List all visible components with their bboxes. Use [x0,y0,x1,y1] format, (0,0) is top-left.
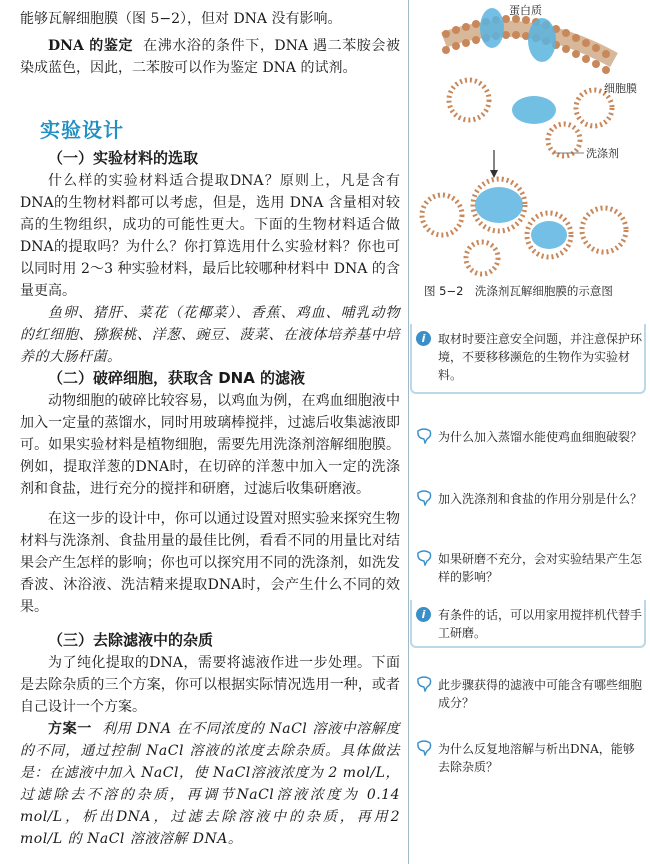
info-icon: i [416,331,431,346]
note-text: 为什么加入蒸馏水能使鸡血细胞破裂？ [438,430,643,444]
materials-list: 鱼卵、猪肝、菜花（花椰菜）、香蕉、鸡血、哺乳动物的红细胞、猕猴桃、洋葱、豌豆、菠菜、在液体培养基中培养的大肠杆菌。 [20,305,400,365]
note-question [414,490,642,508]
question-icon [416,428,432,444]
part1-title: （一）实验材料的选取 [48,149,199,167]
note-text: 取材时要注意安全问题，并注意保护环境，不要移移濒危的生物作为实验材料。 [438,332,643,382]
plan1-text: 利用 DNA 在不同浓度的 NaCl 溶液中溶解度的不同，通过控制 NaCl 溶液的浓度去除杂质。具体做法是：在滤液中加入 NaCl，使 NaCl溶液浓度为 2 mol/L，过滤除去不溶的杂质，再调节NaCl溶液浓度为 0.14 mol/L，析出DNA，过滤去除溶液中的杂质，再用2 mol/L 的 NaCl 溶液溶解 DNA。 [20,721,401,847]
part3-para1: 为了纯化提取的DNA，需要将滤液作进一步处理。下面是去除杂质的三个方案，你可以根据实际情况选用一种，或者自己设计一个方案。 [20,655,400,715]
note-text: 为什么反复地溶解与析出DNA，能够去除杂质？ [438,742,635,774]
label-detergent: 洗涤剂 [586,147,619,160]
note-text: 如果研磨不充分，会对实验结果产生怎样的影响？ [438,552,643,584]
arrow-down-icon [490,150,498,178]
question-icon [416,740,432,756]
question-icon [416,550,432,566]
note-safety [414,330,642,384]
intro-line: 能够瓦解细胞膜（图 5−2），但对 DNA 没有影响。 [20,11,342,27]
info-icon: i [416,607,431,622]
label-protein: 蛋白质 [509,4,542,17]
membrane-bilayer [442,15,614,74]
column-divider [408,0,409,864]
part1 [20,146,400,368]
sidebar [414,0,644,864]
part2-para1: 动物细胞的破碎比较容易，以鸡血为例，在鸡血细胞液中加入一定量的蒸馏水，同时用玻璃棒搅拌，过滤后收集滤液即可。如果实验材料是植物细胞，需要先用洗涤剂溶解细胞膜。例如，提取洋葱的DNA时，在切碎的洋葱中加入一定的洗涤剂和食盐，进行充分的搅拌和研磨，过滤后收集研磨液。 [20,393,400,497]
part2-para2: 在这一步的设计中，你可以通过设置对照实验来探究生物材料与洗涤剂、食盐用量的最佳比例，看看不同的用量比对结果会产生怎样的影响；你也可以探究用不同的洗涤剂，如洗发香波、沐浴液、洗洁精来提取DNA时，会产生什么不同的效果。 [20,511,400,615]
mixed-micelles [422,179,626,274]
part2-title: （二）破碎细胞，获取含 DNA 的滤液 [48,369,306,387]
dna-id-text: 在沸水浴的条件下，DNA 遇二苯胺会被染成蓝色，因此，二苯胺可以作为鉴定 DNA 的试剂。 [20,38,400,76]
membrane-diagram [414,0,644,280]
dna-identification [20,35,400,79]
note-text: 此步骤获得的滤液中可能含有哪些细胞成分？ [438,678,643,710]
plan1-label: 方案一 [48,721,92,737]
figure-caption: 图 5−2 洗涤剂瓦解细胞膜的示意图 [424,284,613,298]
part3-title: （三）去除滤液中的杂质 [48,631,214,649]
note-text: 有条件的话，可以用家用搅拌机代替手工研磨。 [438,608,643,640]
part1-para: 什么样的实验材料适合提取DNA？原则上，凡是含有DNA的生物材料都可以考虑，但是，选用 DNA 含量相对较高的生物组织，成功的可能性更大。下面的生物材料适合做DNA的提取吗？为什么？你打算选用什么实验材料？你也可以同时用 2～3 种实验材料，最后比较哪种材料中 DNA 的含量更高。 [20,173,400,299]
question-icon [416,676,432,692]
note-text: 加入洗涤剂和食盐的作用分别是什么？ [438,492,643,506]
section-title: 实验设计 [40,118,124,142]
dna-id-label: DNA 的鉴定 [48,38,134,54]
part3 [20,628,400,850]
question-icon [416,490,432,506]
note-question [414,740,642,776]
note-tip [414,606,642,642]
figure-5-2 [414,0,644,305]
note-question [414,676,642,712]
part2 [20,366,400,618]
note-question [414,428,642,446]
note-question [414,550,642,586]
label-membrane: 细胞膜 [604,82,637,95]
